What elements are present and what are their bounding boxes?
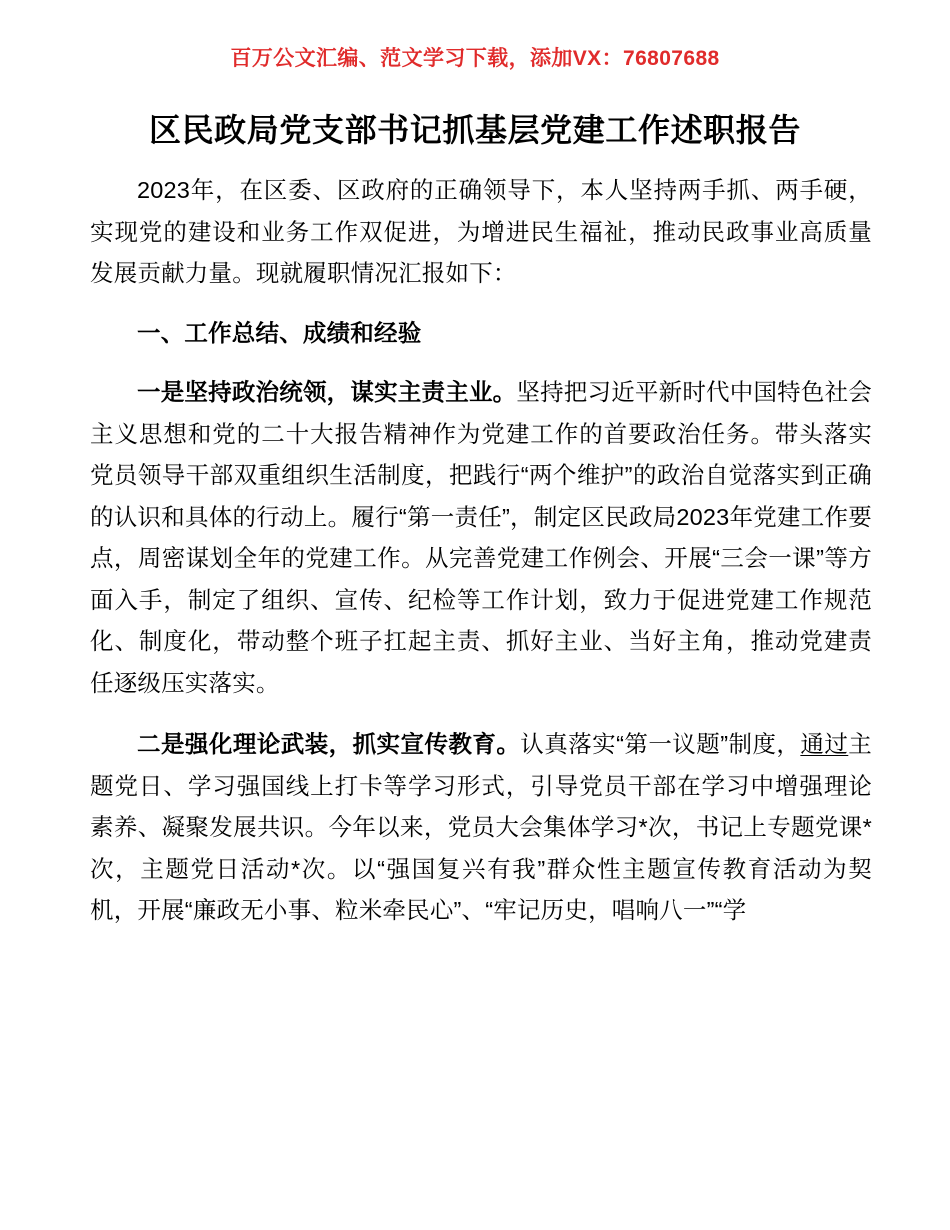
paragraph-body-one: 坚持把习近平新时代中国特色社会主义思想和党的二十大报告精神作为党建工作的首要政治任务。带头落实党员领导干部双重组织生活制度，把践行“两个维护”的政治自觉落实到正确的认识和具体的行动上。履行“第一责任”，制定区民政局2023年党建工作要点，周密谋划全年的党建工作。从完善党建工作例会、开展“三会一课”等方面入手，制定了组织、宣传、纪检等工作计划，致力于促进党建工作规范化、制度化，带动整个班子扛起主责、抓好主业、当好主角，推动党建责任逐级压实落实。: [90, 379, 872, 696]
paragraph-body-two-b: 主题党日、学习强国线上打卡等学习形式，引导党员干部在学习中增强理论素养、凝聚发展共识。今年以来，党员大会集体学习*次，书记上专题党课*次，主题党日活动*次。以“强国复兴有我”群众性主题宣传教育活动为契机，开展“廉政无小事、粒米牵民心”、“牢记历史，唱响八一”“学: [90, 731, 872, 924]
paragraph-point-one: [90, 372, 872, 704]
paragraph-lead-one: 一是坚持政治统领，谋实主责主业。: [137, 379, 517, 406]
paragraph-body-two-a: 认真落实“第一议题”制度，: [520, 731, 801, 758]
document-body: [0, 170, 950, 932]
section-heading-one: 一、工作总结、成绩和经验: [137, 319, 422, 346]
paragraph-spacer: [90, 704, 872, 724]
grammar-marked-text: 通过: [800, 731, 849, 758]
paragraph-intro: 2023年，在区委、区政府的正确领导下，本人坚持两手抓、两手硬，实现党的建设和业务工作双促进，为增进民生福祉，推动民政事业高质量发展贡献力量。现就履职情况汇报如下：: [90, 177, 872, 287]
promo-banner: 百万公文汇编、范文学习下载，添加VX：76807688: [230, 47, 720, 70]
paragraph-spacer: [90, 354, 872, 372]
paragraph-point-two: [90, 724, 872, 932]
page-title: 区民政局党支部书记抓基层党建工作述职报告: [148, 112, 801, 149]
paragraph-lead-two: 二是强化理论武装，抓实宣传教育。: [137, 731, 521, 758]
paragraph-spacer: [90, 295, 872, 313]
